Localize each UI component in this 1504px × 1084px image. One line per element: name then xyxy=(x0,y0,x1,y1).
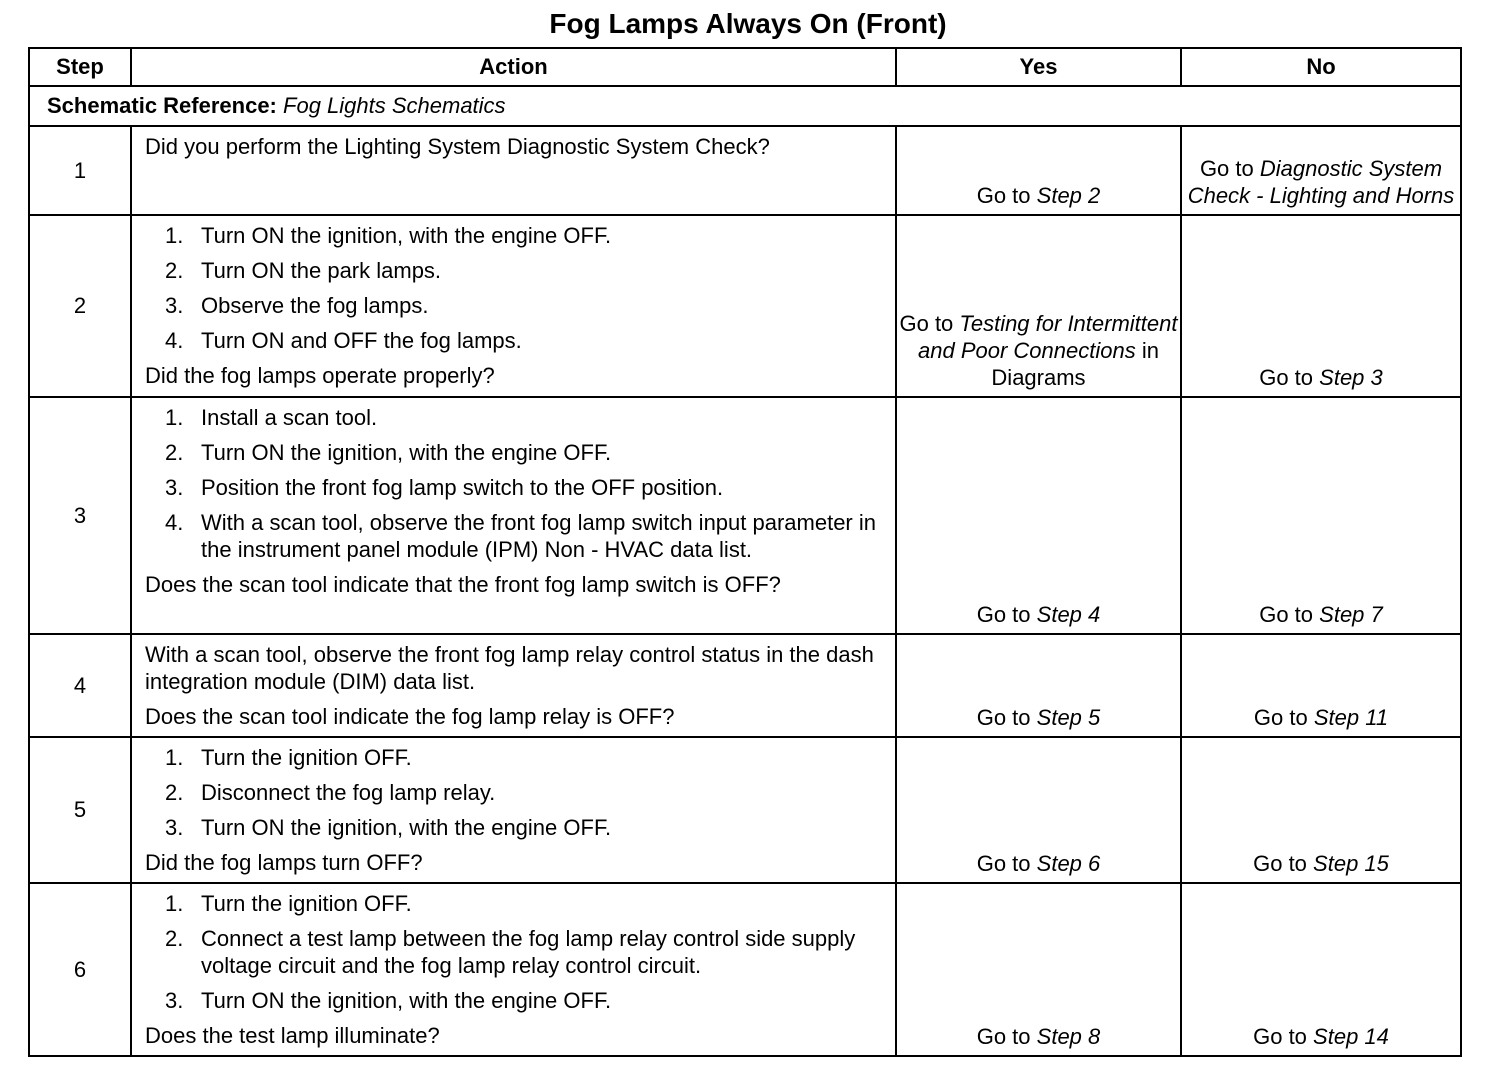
yes-cell xyxy=(896,397,1181,634)
no-cell xyxy=(1181,737,1461,883)
yes-prefix: Go to xyxy=(976,602,1031,627)
no-reference-link[interactable]: Step 7 xyxy=(1319,602,1383,627)
list-item xyxy=(145,222,885,249)
list-item xyxy=(145,404,885,431)
list-item-text: Turn the ignition OFF. xyxy=(201,745,412,770)
yes-prefix: Go to xyxy=(976,705,1031,730)
list-item-number: 1. xyxy=(165,223,184,248)
yes-cell xyxy=(896,883,1181,1056)
list-item-number: 2. xyxy=(165,440,184,465)
no-cell xyxy=(1181,883,1461,1056)
action-list xyxy=(145,404,885,563)
step-number: 5 xyxy=(29,737,131,883)
step-number: 3 xyxy=(29,397,131,634)
no-reference-link[interactable]: Step 3 xyxy=(1319,365,1383,390)
list-item xyxy=(145,890,885,917)
header-yes: Yes xyxy=(896,48,1181,86)
no-reference-link[interactable]: Step 11 xyxy=(1313,705,1389,730)
no-reference-link[interactable]: Step 15 xyxy=(1313,851,1389,876)
list-item xyxy=(145,925,885,979)
no-prefix: Go to xyxy=(1199,156,1254,181)
yes-reference-link[interactable]: Step 5 xyxy=(1036,705,1101,730)
list-item-text: With a scan tool, observe the front fog lamp switch input parameter in the instrument panel module (IPM) Non - HVAC data list. xyxy=(201,510,876,562)
yes-reference-link[interactable]: Step 4 xyxy=(1036,602,1101,627)
action-cell xyxy=(131,126,896,215)
list-item-text: Connect a test lamp between the fog lamp relay control side supply voltage circuit and the fog lamp relay control circuit. xyxy=(201,926,856,978)
list-item xyxy=(145,744,885,771)
no-reference-link[interactable]: Diagnostic System Check - Lighting and Horns xyxy=(1187,156,1455,208)
yes-prefix: Go to xyxy=(976,183,1031,208)
list-item-text: Position the front fog lamp switch to the OFF position. xyxy=(201,475,724,500)
no-prefix: Go to xyxy=(1253,851,1307,876)
no-cell xyxy=(1181,634,1461,737)
list-item-number: 4. xyxy=(165,328,184,353)
schematic-link[interactable]: Fog Lights Schematics xyxy=(283,93,506,118)
action-intro: With a scan tool, observe the front fog lamp relay control status in the dash integration module (DIM) data list. xyxy=(145,642,874,694)
yes-prefix: Go to xyxy=(976,1024,1031,1049)
list-item-number: 3. xyxy=(165,988,184,1013)
list-item-text: Observe the fog lamps. xyxy=(201,293,429,318)
list-item xyxy=(145,292,885,319)
list-item-text: Turn ON the ignition, with the engine OFF. xyxy=(201,988,612,1013)
list-item-text: Turn ON the ignition, with the engine OFF. xyxy=(201,815,612,840)
list-item-number: 3. xyxy=(165,293,184,318)
list-item-number: 3. xyxy=(165,815,184,840)
table-row xyxy=(29,215,1461,397)
schematic-reference xyxy=(29,86,1461,126)
yes-cell xyxy=(896,737,1181,883)
list-item xyxy=(145,987,885,1014)
list-item xyxy=(145,257,885,284)
action-question: Did the fog lamps turn OFF? xyxy=(145,850,423,875)
action-question: Did the fog lamps operate properly? xyxy=(145,363,495,388)
yes-reference-link[interactable]: Step 8 xyxy=(1036,1024,1101,1049)
list-item-number: 2. xyxy=(165,926,184,951)
yes-cell xyxy=(896,126,1181,215)
yes-prefix: Go to xyxy=(976,851,1031,876)
table-row xyxy=(29,737,1461,883)
yes-suffix: in Diagrams xyxy=(991,338,1159,390)
schematic-row xyxy=(29,86,1461,126)
action-list xyxy=(145,222,885,354)
table-row xyxy=(29,126,1461,215)
page-title: Fog Lamps Always On (Front) xyxy=(549,8,947,39)
action-cell xyxy=(131,215,896,397)
action-question: Does the test lamp illuminate? xyxy=(145,1023,440,1048)
list-item-text: Turn ON and OFF the fog lamps. xyxy=(201,328,522,353)
list-item-number: 1. xyxy=(165,745,184,770)
no-cell xyxy=(1181,126,1461,215)
list-item-number: 2. xyxy=(165,780,184,805)
step-number: 2 xyxy=(29,215,131,397)
no-prefix: Go to xyxy=(1259,365,1314,390)
list-item-number: 2. xyxy=(165,258,184,283)
action-list xyxy=(145,744,885,841)
yes-cell xyxy=(896,215,1181,397)
list-item-number: 3. xyxy=(165,475,184,500)
step-number: 1 xyxy=(29,126,131,215)
list-item xyxy=(145,474,885,501)
header-no: No xyxy=(1181,48,1461,86)
no-cell xyxy=(1181,397,1461,634)
no-prefix: Go to xyxy=(1259,602,1314,627)
no-prefix: Go to xyxy=(1253,705,1308,730)
action-cell xyxy=(131,737,896,883)
yes-reference-link[interactable]: Step 2 xyxy=(1036,183,1101,208)
list-item-text: Disconnect the fog lamp relay. xyxy=(201,780,496,805)
diagnostic-table xyxy=(28,47,1462,1057)
list-item xyxy=(145,779,885,806)
yes-cell xyxy=(896,634,1181,737)
list-item xyxy=(145,327,885,354)
action-cell xyxy=(131,634,896,737)
action-question: Does the scan tool indicate that the front fog lamp switch is OFF? xyxy=(145,572,781,597)
yes-reference-link[interactable]: Testing for Intermittent and Poor Connections xyxy=(918,311,1178,363)
list-item-text: Turn ON the ignition, with the engine OFF. xyxy=(201,440,612,465)
yes-prefix: Go to xyxy=(899,311,954,336)
list-item-text: Install a scan tool. xyxy=(201,405,378,430)
step-number: 6 xyxy=(29,883,131,1056)
header-row xyxy=(29,48,1461,86)
table-row xyxy=(29,634,1461,737)
list-item xyxy=(145,814,885,841)
list-item xyxy=(145,439,885,466)
action-question: Does the scan tool indicate the fog lamp relay is OFF? xyxy=(145,704,675,729)
header-action: Action xyxy=(131,48,896,86)
no-cell xyxy=(1181,215,1461,397)
table-row xyxy=(29,397,1461,634)
no-reference-link[interactable]: Step 14 xyxy=(1313,1024,1389,1049)
list-item-text: Turn ON the park lamps. xyxy=(201,258,442,283)
action-question: Did you perform the Lighting System Diagnostic System Check? xyxy=(145,134,770,159)
action-cell xyxy=(131,397,896,634)
list-item-number: 1. xyxy=(165,405,184,430)
header-step: Step xyxy=(29,48,131,86)
schematic-label: Schematic Reference: xyxy=(47,93,277,118)
action-cell xyxy=(131,883,896,1056)
table-row xyxy=(29,883,1461,1056)
list-item-text: Turn the ignition OFF. xyxy=(201,891,412,916)
no-prefix: Go to xyxy=(1253,1024,1307,1049)
list-item-text: Turn ON the ignition, with the engine OFF. xyxy=(201,223,612,248)
list-item-number: 4. xyxy=(165,510,184,535)
yes-reference-link[interactable]: Step 6 xyxy=(1036,851,1101,876)
action-list xyxy=(145,890,885,1014)
step-number: 4 xyxy=(29,634,131,737)
list-item-number: 1. xyxy=(165,891,184,916)
list-item xyxy=(145,509,885,563)
